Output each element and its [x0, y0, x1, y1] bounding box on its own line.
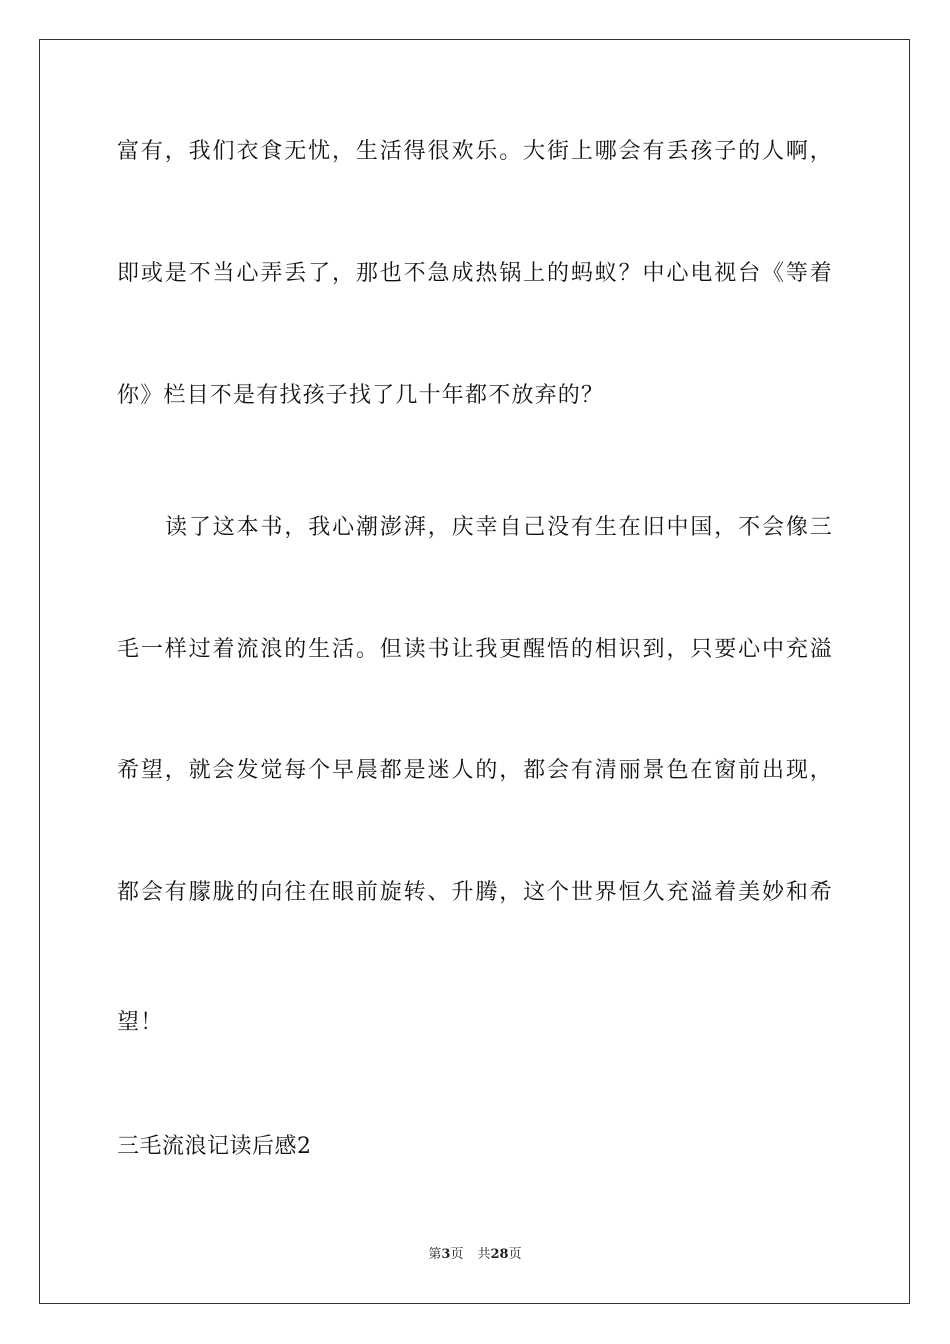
page-prefix: 第 — [428, 1247, 442, 1262]
paragraph-line: 即或是不当心弄丢了，那也不急成热锅上的蚂蚁？中心电视台《等着 — [117, 261, 833, 286]
page-current: 3 — [441, 1247, 451, 1262]
paragraph-line: 都会有朦胧的向往在眼前旋转、升腾，这个世界恒久充溢着美妙和希 — [117, 880, 833, 905]
page-suffix: 页 — [450, 1247, 464, 1262]
paragraph-line: 希望，就会发觉每个早晨都是迷人的，都会有清丽景色在窗前出现， — [117, 758, 833, 783]
paragraph-line: 读了这本书，我心潮澎湃，庆幸自己没有生在旧中国，不会像三 — [165, 515, 833, 540]
total-prefix: 共 — [477, 1247, 491, 1262]
paragraph-line: 你》栏目不是有找孩子找了几十年都不放弃的？ — [117, 383, 605, 408]
page-border — [39, 39, 910, 1304]
paragraph-line: 富有，我们衣食无忧，生活得很欢乐。大街上哪会有丢孩子的人啊， — [117, 139, 833, 164]
section-heading: 三毛流浪记读后感2 — [117, 1134, 312, 1159]
page-footer — [0, 1246, 950, 1264]
paragraph-line: 望！ — [117, 1010, 164, 1035]
total-suffix: 页 — [508, 1247, 522, 1262]
paragraph-line: 毛一样过着流浪的生活。但读书让我更醒悟的相识到，只要心中充溢 — [117, 637, 833, 662]
page-total: 28 — [490, 1247, 509, 1262]
